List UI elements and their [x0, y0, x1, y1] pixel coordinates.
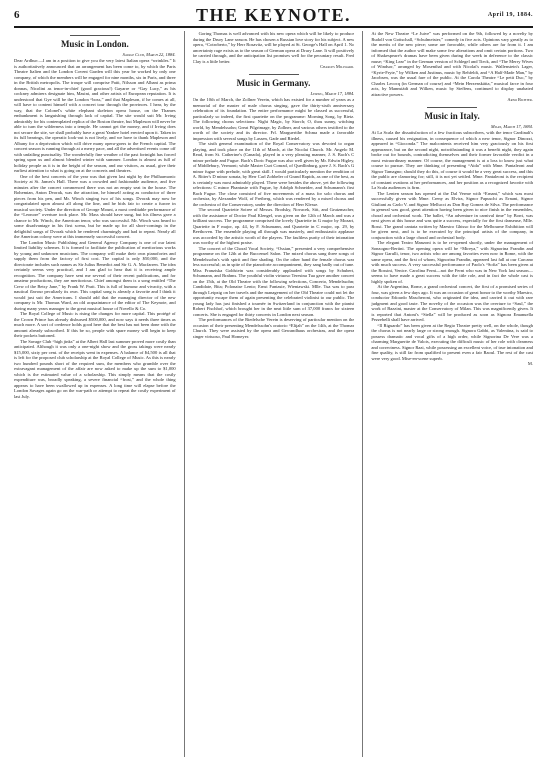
italy-paragraph: At the Argentina, Rome, a grand orchestral concert, the first of a promised series of four, was given a few days ago. It was an occasion of great honor to the worthy Maestro, conductor Edoardo Mascheroni, who originated the idea, and carried it out with rare judgment and good taste. The novelty of the occasion was the overture to “Saul,” the work of Bazzini, master at the Conservatory of Milan. This was magnificently given. It is reported that Antoni's “Stella” will be produced as soon as Signora Emanuella Pezzebelli shall have arrived. — [371, 284, 533, 322]
column-divider — [362, 31, 363, 757]
column-3 — [371, 31, 533, 757]
italy-signature: M. — [527, 361, 533, 366]
germany-dateline: Leipzig, March 17, 1884. — [310, 91, 355, 96]
italy-paragraph: “Il Riguardo” has been given at the Regio Theatre pretty well, on the whole, though the chorus is not nearly large or strong enough. Signora Gabbi, as Valentina, is said to possess dramatic and vocal gifts of a high order, while Signorina De Vere was a charming Marguerite de Valois, executing the difficult music of her role with clearness and correctness. Signor Razi, while possessing an excellent voice, of true intonation and fine quality, is still far from qualified to present even a fair Raoul. The rest of the cast were very good. Mise-en-scene superb. — [371, 322, 533, 361]
section-rule — [70, 35, 120, 36]
issue-date: April 19, 1884. — [487, 12, 533, 18]
germany-paragraph: The second Quartette Soiree of Messrs. Brodsky, Novacek, Sitt, and Grutzmacher, with the assistance of Doctor Paul Klengel, was given on the 12th of March and was a brilliant success. The programme comprised the lovely Quartette in G major by Mozart, Quartette in F major, op. 44, by F. Schumann, and Quartette in C major, op. 29, by Beethoven. The ensemble playing all through was masterly, and enthusiastic applause was accorded by the artistic worth of the players. The faultless purity of their intonation was worthy of the highest praise. — [192, 207, 355, 245]
italy-paragraph: The elegant Teatro Manzoni is to be re-opened shortly, under the management of Sonzogno-Bertini. The opening opera will be “Mireya,” with Signorina Frandin and Signor Garulli, tenor, two artists who are among favorites even now in Rome, with the same opera, and the first of whom, Signorina Frandin, appeared last fall at our Carcano with much success. A very successful performance of Paolo's “Sofia” has been given at the Rossini, Venice. Carolina Ferni—not the Ferni who was in New York last season—seems to have made a great success with the title role, and in fact the whole cast is highly spoken of. — [371, 240, 533, 284]
italy-dateline: Milan, March 17, 1884. — [490, 124, 533, 129]
column-divider — [184, 31, 185, 757]
germany-paragraph: At the New Theatre “Le Juive” was performed on the 9th, followed by a novelty by Rudolf von Gottschall, “Schulmeister,” comedy in five acts. Opinions vary greatly as to the merits of the new piece; some are favorable, while others are far from it. I am informed that the author will make some few alterations and omit certain portions. Two of Shakespeare's dramas have been given during the week in deference to the classic muse; “King Lear” in the German version of Schlegel and Tieck, and “The Merry Wives of Windsor,” arranged by Mosenthal and with Nicolai's music. Wallenstein's Lager, “Kyrie-Fryte,” by Wilken and Justinus, music by Rehfeldt, and “A Half-Made Man,” by Jacobsen, was the usual fare of the public. At the Carola Theatre “Le petit Duc,” by Charles Lecocq (in German of course) and “Mein Herzenskätta,” musical farce in four acts, by Mannstädt and Wilken, music by Steffens, continued to display unabated attractive powers. — [371, 31, 533, 97]
section-rule — [249, 74, 299, 75]
masthead — [14, 4, 533, 28]
article-columns — [14, 31, 533, 757]
germany-paragraph: The sixth general examination of the Royal Conservatory was devoted to organ playing, and took place on the 11th of March, at the Nicolai Church. Mr. Angelo M. Read, from St. Catherine's (Canada), played in a very pleasing manner, J. S. Bach's C minor prelude and Fugue. Bach's Doric Fugue was also well given by Mr. Edwin Higley, of Middlebury, Vermont; while Master Curt Conrad, of Quedlinburg, gave J. S. Bach's G minor fugue with prelude, with great skill. I would particularly mention the rendition of A. Ritter's D minor sonata, by Herr Carl Zobbeler of Grand Rapids, as one of the best, as is certainly was most admirably played. There were besides the above, yet the following selections: C minor Phantasie with Fugue, by Adolph Schneider, and Schumann's first Bach Fugue. The close consisted of five movements of a mass for solo chorus and orchestra, by Alexander Wolf, of Freiberg, which was rendered by a mixed chorus and the orchestra of the Conservatory, under the direction of Herr Klesse. — [192, 141, 355, 207]
section-rule — [427, 107, 477, 108]
page-number: 6 — [14, 9, 20, 21]
london-paragraph: Goring Thomas is well advanced with his new opera which will be likely to produce during the Drury Lane season. He has chosen a Russian love story for his subject. A new opera, “Cotroberto,” by Herr Rosavitz, will be played at St. George's Hall on April 1. No uncertainty rage exists as to the season of German opera at Drury Lane. It will positively be carried through, and the anticipation list promises well for the pecuniary result. Fred Clay is a little better. — [192, 31, 355, 64]
germany-section-title: Music in Germany. — [236, 78, 311, 88]
italy-section-title: Music in Italy. — [424, 111, 480, 121]
germany-paragraph: The performances of the Riedelsche Verein is deserving of particular mention on the occasion of their presenting Mendelssohn's oratorio “Elijah” on the 14th, at the Thomas Church. They were assisted by the opera and Gewandhaus orchestras, and the opera singer virtuoso, Paul Homeyer. — [192, 317, 355, 339]
london-paragraph: One of the best concerts of the year was that given last night by the Philharmonic Society at St. James's Hall. There was a crowded and fashionable audience, and five minutes after the concert commenced there was not an empty seat in the house. The Bohemian, Anton Dvorak, was the attraction, he himself acting as conductor of three pieces from his pen, and Mr. Winch singing two of his songs. Dvorak may now be congratulated upon almost all along the line, and he bids fair to create a furore in musical society. Under the direction of George Mount, a most creditable performance of the “Leonore” overture took place. Mr. Mass should have sung, but his illness gave a chance to Mr. Winch, the American tenor, who was successful. Mr. Winch was heard to some disadvantage in his first scena, but he made up for all short-comings in the delightful songs of Dvorak which he rendered charmingly and had to repeat. Nearly all the American colony were at this immensely successful concert. — [14, 173, 176, 239]
italy-paragraph: The Lenten season has opened at the Dal Verme with “Ernani,” which was most successfully given with Mme. Creny as Elvira, Signor Papuschi as Ernani, Signor Giuliani as Carlo V. and Signor Mellucci as Don Ruy Gomez de Silva. The performance in general was good, great attention having been given to nice finish in the ensembles, choral and orchestral work. The ballet, “An adventure in carnival time” by Borri, was next given at this house and was quite a success, especially for the first danseuse, Mlle. Rossi. The grand cantata written by Maestro Ghisso for the Melbourne Exhibition will be given next, and is to be executed by the principal artists of the company, in conjunction with a large choral and orchestral body. — [371, 190, 533, 240]
london-signature: Charles Millward. — [320, 64, 355, 69]
london-paragraph: The Royal College of Music is rising the changes for more capital. This protégé of the Crown Prince has already disbursed $500,000, and now says it needs three times as much more. A sort of credence holds good here that the best has not been done with the amount already subscribed. If this be so, people with spare money will begin to keep their pockets buttoned. — [14, 311, 176, 338]
italy-paragraph: At La Scala the dissatisfaction of a few fractious subscribers, with the tenor Cardinali's illness, caused his resignation, in consequence of which a new tenor, Signor Dinozzi, appeared in “Gioconda.” The malcontents received him very graciously on his first appearance, but on the second night, notwithstanding it was a benefit night, they again broke out for bounds, contradicting themselves and their former favorable verdict in a most extraordinary manner. Of course, the management is at a loss to know just what course to pursue. They are thinking of presenting “Aida” with Mme. Pantaleoni and Signor Tamagno; should they do this, of course it would be a very great success, and this the public are clamoring for; still, it is not yet settled. Mme. Pantaleoni is the recipient of constant ovations at her performances, and her position as a recognized favorite with La Scala audiences is firm. — [371, 130, 533, 190]
london-dateline: Savage Club, March 22, 1884. — [122, 52, 176, 57]
london-section-title: Music in London. — [60, 39, 129, 49]
paper-title: THE KEYNOTE. — [195, 4, 352, 25]
column-1 — [14, 31, 176, 757]
london-paragraph: The Savage Club “high jinks” at the Albert Hall last summer proved more costly than anticipated. Although it was only a one-night show and the gross takings were nearly $15,000, sixty per cent. of the receipts went in expenses. A balance of $4,500 is all that is left for the proposed club scholarship at the Royal College of Music. As this is nearly two hundred pounds short of the required sum, the members who grumble over the extravagant management of the affair are now asked to make up the sum to $1,000 which is the estimated value of a scholarship. This simply means that the costly expenditure was, broadly speaking, a severe financial “frost,” and the whole thing appears to have been swallowed up in expenses. A long time will elapse before the London Savages again go on the war-path or attempt to repeat the costly experiment of last July. — [14, 338, 176, 399]
london-paragraph: The London Music Publishing and General Agency Company is one of our latest limited liability schemes. It is formed to facilitate the publication of meritorious works by young and unknown musicians. The company will make their own pianofortes and supply them from the factory of first cost. The capital is only $50,000, and the directorate includes such names as Sir Julius Benedict and Sir G. A. Macfarren. The idea certainly seems very practical, and I am glad to hear that it is receiving ample recognition. The company have sent me several of their recent publications, and for amateur productions, they are meritorious. Chief amongst them is a song entitled “The Crew of the Betsy Jane,” by Frank W. Pratt. This is full of humour and vivacity, with a nautical flavour peculiarly its own. This capital song is already a favorite and I think it would just suit the Americans. I should add that the managing director of the new company is Mr. Thomas Ward, an old acquaintance of the editor of The Keynote, and during many years manager to the great musical house of Novello & Co. — [14, 239, 176, 311]
column-2 — [193, 31, 355, 757]
london-paragraph: Dear Ardhur:—I am in a position to give you the very latest Italian opera “wrinkles.” It is authoritatively announced that an arrangement has been come to, by which the Paris Theatre Italien and the London Covent Garden will this year be worked by only one company, of which the members will be engaged for nine months, six in Paris, and three in the British metropolis. The troupe will comprise Patti, Nilsson and Albani as prima donnas, Nicolini as tenor-in-chief (good gracious!) Gayarre or “Gay Lucy,” as his cockney admirers designate him, Masini, and other artists of European reputation. It is understood that Gye will be the London “boss,” and that Mapleson, if he comes at all, will have to content himself with a concert tour through the provinces. I hear, by the way, that the Colonel's white elephant skeleton opera house, on the Thames embankment is languishing through lack of capital. The site would suit Mr. Irving admirably for his contemplated replica of the Boston theatre, but Mapleson will never be able to turn the wilderness into a temple. He cannot get the money, and if Irving does not secure the site, we shall probably have a great Yankee hotel erected upon it. Taken in its full bearings, the operatic look-out is not lively, and we have to thank Mapleson and Albany for a deprivation which will drive many opera-goers to the French capital. The concert season is running through at a merry pace, and all the advertised events come off with unfailing punctuality. The wonderfully fine weather of the past fortnight has forced spring upon us and almost blended winter with summer. London is almost as full of holiday people as it is in the height of the season, and our visitors, as usual, give their earliest attention to what is going on at the concerts and theatres. — [14, 58, 176, 173]
germany-paragraph: The concert of the Choral Vocal Society, “Ossian,” presented a very comprehensive programme on the 12th at the Buccensel Salon. The mixed chorus sang three songs of Mendelssohn's with spirit and fine shading. On the other hand the female chorus was less successful; as in spite of the pianoforte accompaniment, they sang badly out of tune. Miss Franziska Goldstein was considerably applauded with songs by Schubert, Schumann, and Brahms. The youthful violin virtuoso Teresina Tua gave another concert on the 15th, at the Old Theatre with the following selections, Concerto, Mendelssohn; Candidate, Bita; Polonaise Lento; Ernst Fantasie, Wieniawski. Mlle. Tua was to pass through Leipzig on her travels and the management of the Old Theatre could not let the opportunity escape them of again presenting the celebrated violinist to our public. The young lady has just finished a tournée in Switzerland in conjunction with the pianist Robert Fischhof, which brought her in the neat little sum of 37,000 francs for sixteen concerts. She is engaged for thirty concerts in London next season. — [192, 245, 355, 317]
germany-paragraph: On the 10th of March, the Zollner Verein, which has existed for a number of years as a memorial of the master of male chorus singing, gave the thirty-sixth anniversary celebration of its foundation. The entire performance might be classed as successful, particularly so indeed, the first quartette on the programme: Morning Song, by Rietz. The following chorus selections: Night Magic, by Storch; O, thou sunny, witching world, by Mendelssohn; Great Pilgrimage, by Zollner, and various others testified to the worth of the society and its director. Frl. Marguerithe Schma made a favorable impression with several songs by Lassen, Gade and Riedel. — [192, 97, 355, 141]
germany-signature: Arno Richter. — [507, 97, 533, 102]
